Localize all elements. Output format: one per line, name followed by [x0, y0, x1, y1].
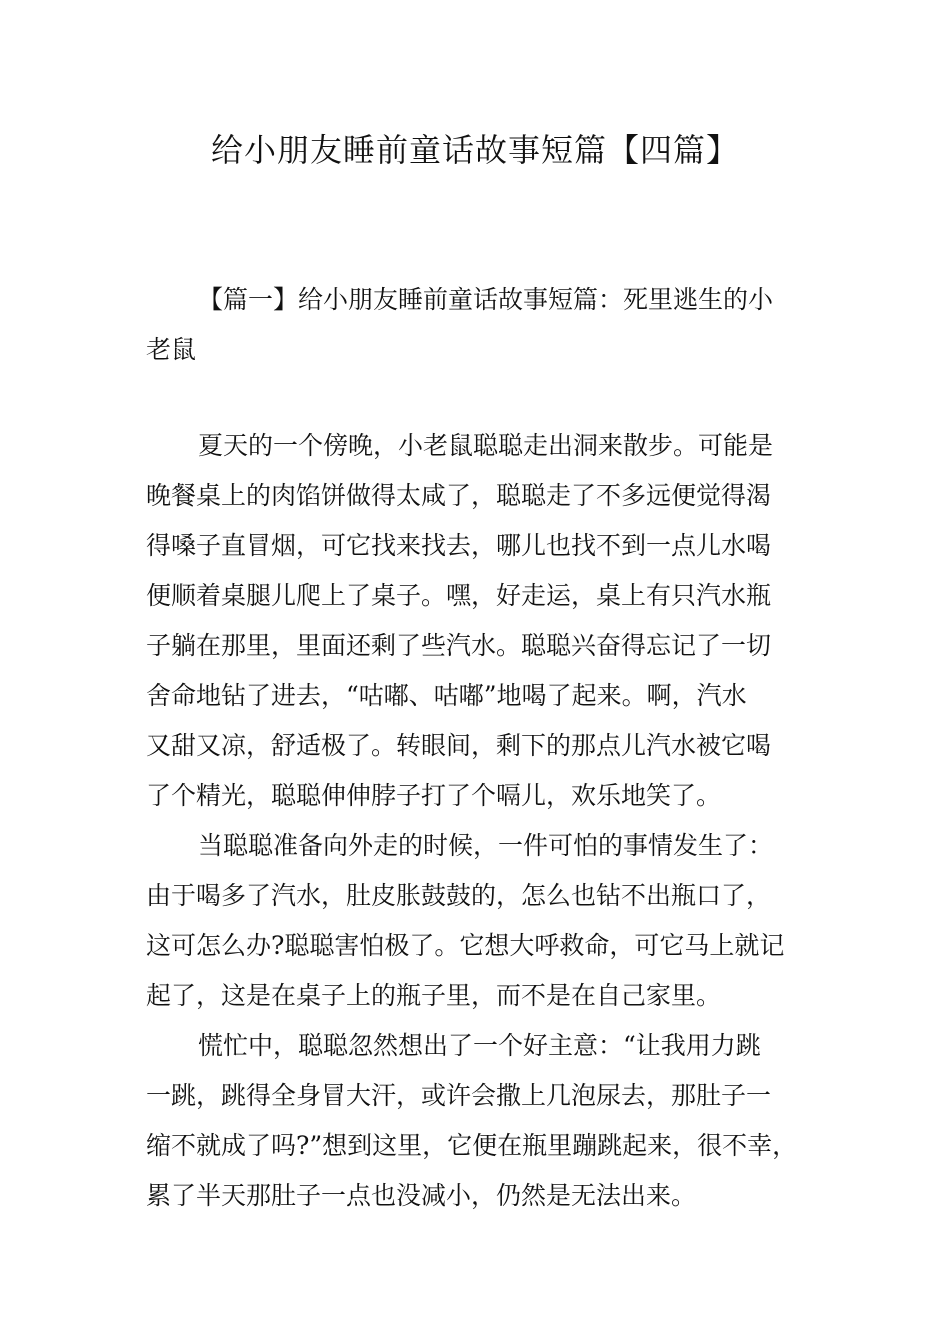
section-heading-line: 【篇一】给小朋友睡前童话故事短篇：死里逃生的小 [198, 285, 774, 314]
paragraph [146, 421, 810, 821]
paragraph-line: 又甜又凉，舒适极了。转眼间，剩下的那点儿汽水被它喝 [146, 731, 772, 760]
paragraph-line: 得嗓子直冒烟，可它找来找去，哪儿也找不到一点儿水喝 [146, 531, 772, 560]
paragraph-line: 夏天的一个傍晚，小老鼠聪聪走出洞来散步。可能是 [198, 431, 774, 460]
paragraph-line: 缩不就成了吗?”想到这里，它便在瓶里蹦跳起来，很不幸， [146, 1131, 798, 1160]
paragraph-line: 便顺着桌腿儿爬上了桌子。嘿，好走运，桌上有只汽水瓶 [146, 581, 772, 610]
paragraph-line: 一跳，跳得全身冒大汗，或许会撒上几泡尿去，那肚子一 [146, 1081, 772, 1110]
paragraph [146, 1021, 810, 1221]
story-body [146, 421, 810, 1221]
paragraph-line: 了个精光，聪聪伸伸脖子打了个嗝儿，欢乐地笑了。 [146, 781, 722, 810]
paragraph-line: 舍命地钻了进去，“咕嘟、咕嘟”地喝了起来。啊，汽水 [146, 681, 747, 710]
paragraph-line: 这可怎么办?聪聪害怕极了。它想大呼救命，可它马上就记 [146, 931, 785, 960]
document-title: 给小朋友睡前童话故事短篇【四篇】 [210, 131, 739, 169]
paragraph-line: 晚餐桌上的肉馅饼做得太咸了，聪聪走了不多远便觉得渴 [146, 481, 772, 510]
section-heading [146, 275, 810, 375]
section-heading-line: 老鼠 [146, 335, 197, 364]
paragraph-line: 当聪聪准备向外走的时候，一件可怕的事情发生了： [198, 831, 774, 860]
paragraph [146, 821, 810, 1021]
paragraph-line: 慌忙中，聪聪忽然想出了一个好主意：“让我用力跳 [198, 1031, 761, 1060]
paragraph-line: 由于喝多了汽水，肚皮胀鼓鼓的，怎么也钻不出瓶口了， [146, 881, 772, 910]
paragraph-line: 累了半天那肚子一点也没减小，仍然是无法出来。 [146, 1181, 697, 1210]
paragraph-line: 起了，这是在桌子上的瓶子里，而不是在自己家里。 [146, 981, 722, 1010]
paragraph-line: 子躺在那里，里面还剩了些汽水。聪聪兴奋得忘记了一切 [146, 631, 772, 660]
